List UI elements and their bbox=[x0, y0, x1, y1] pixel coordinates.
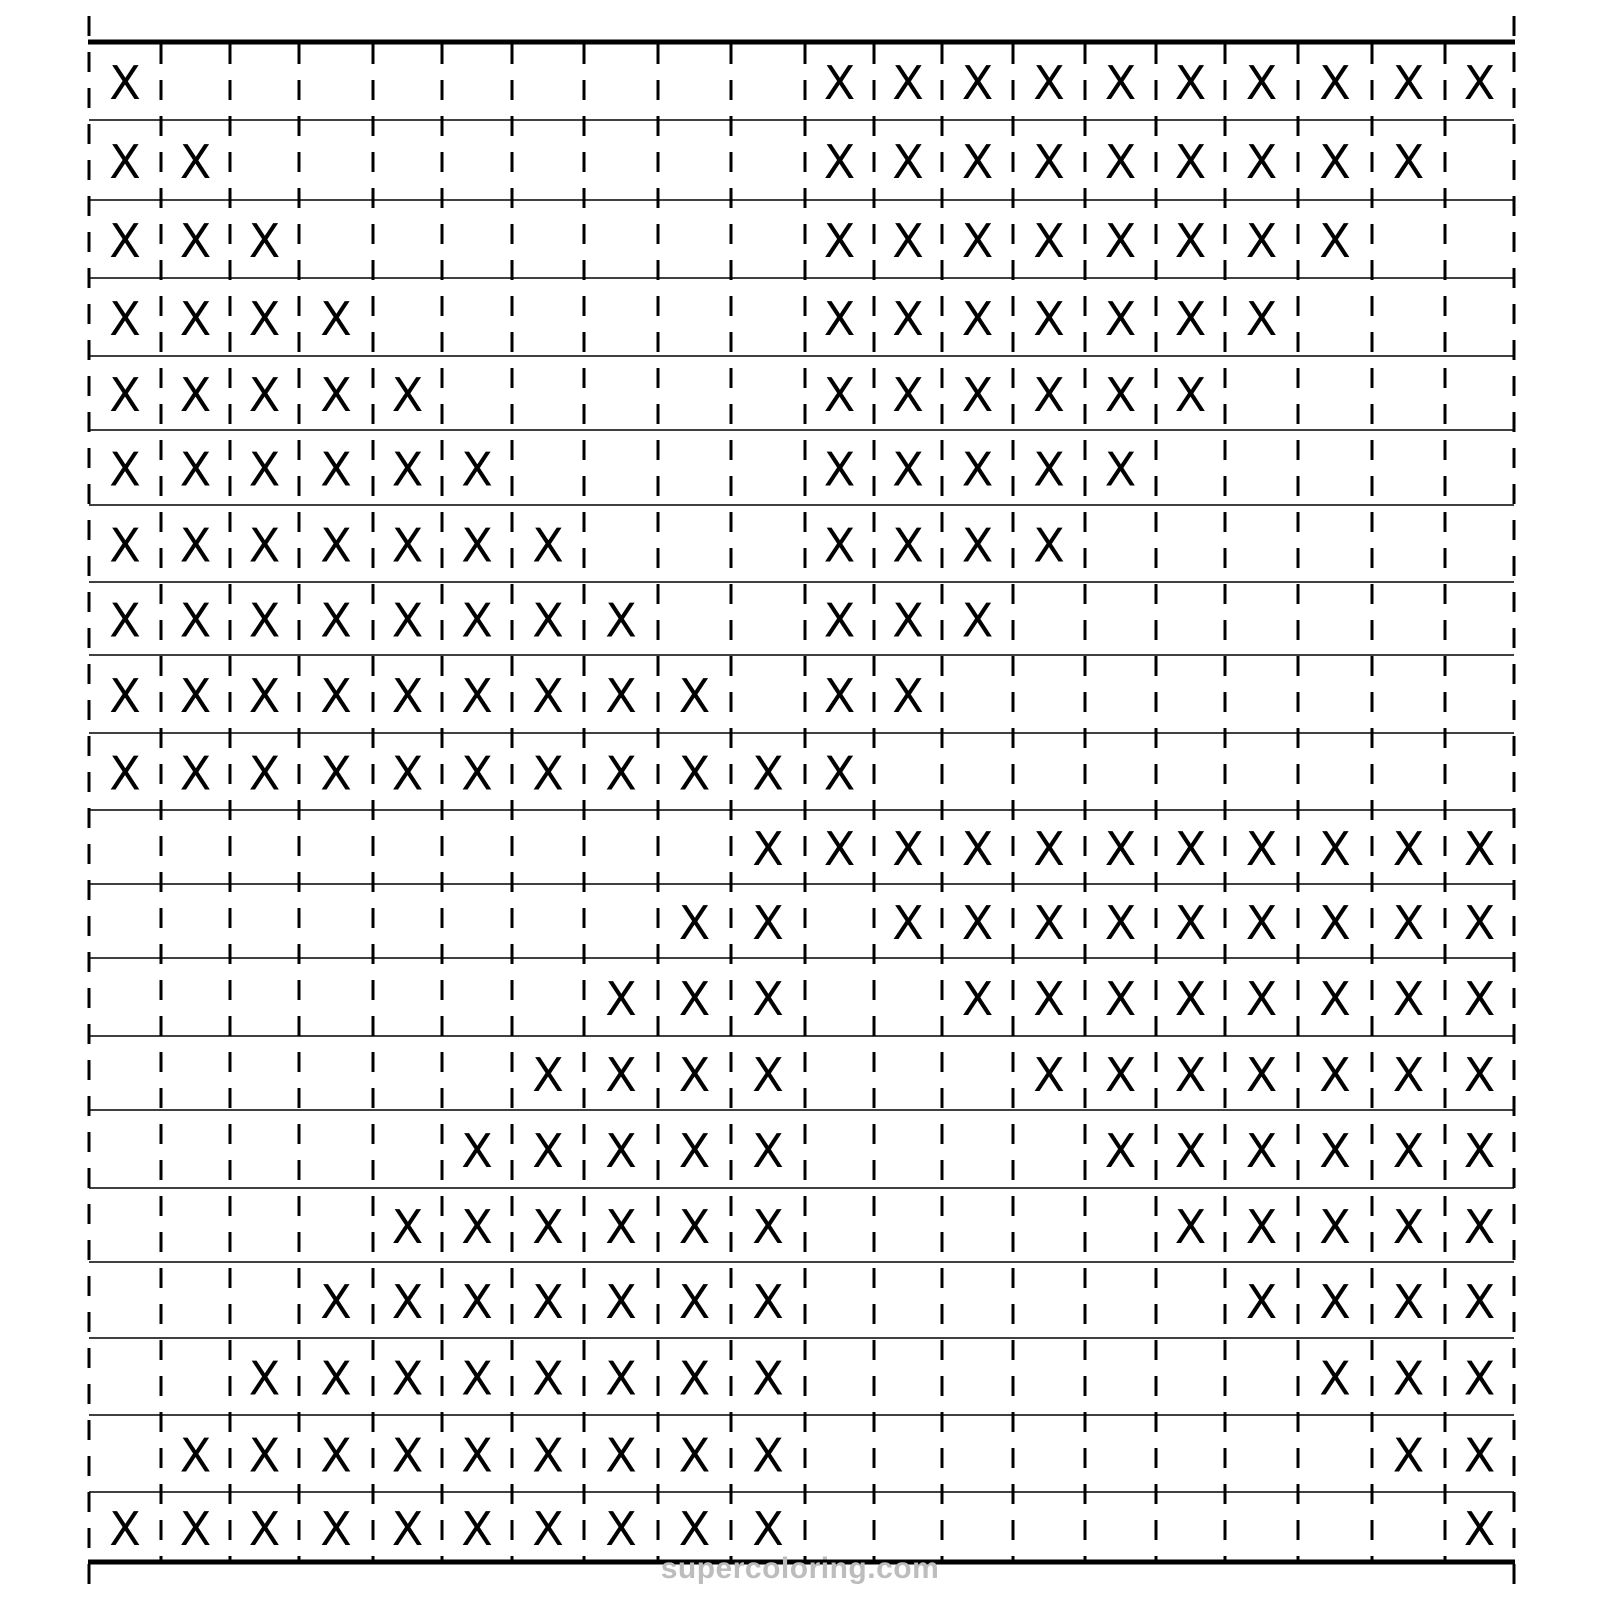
x-mark: X bbox=[1174, 292, 1207, 346]
x-mark: X bbox=[605, 1428, 637, 1483]
x-mark: X bbox=[391, 368, 424, 422]
x-mark: X bbox=[461, 1124, 493, 1178]
x-mark: X bbox=[961, 518, 994, 573]
x-mark: X bbox=[892, 593, 924, 648]
x-mark: X bbox=[179, 1428, 212, 1483]
x-mark: X bbox=[461, 1351, 493, 1406]
x-mark: X bbox=[391, 746, 424, 801]
x-mark: X bbox=[892, 518, 924, 573]
x-mark: X bbox=[109, 214, 141, 268]
x-mark: X bbox=[320, 368, 352, 422]
x-mark: X bbox=[109, 746, 141, 801]
x-mark: X bbox=[678, 1428, 711, 1483]
x-mark: X bbox=[1392, 972, 1425, 1026]
x-mark: X bbox=[109, 669, 141, 723]
x-mark: X bbox=[532, 1428, 564, 1483]
x-mark: X bbox=[1245, 214, 1278, 268]
x-mark: X bbox=[1104, 56, 1137, 110]
x-mark: X bbox=[752, 1048, 784, 1102]
x-mark: X bbox=[1174, 1048, 1207, 1102]
x-mark: X bbox=[678, 746, 711, 801]
x-mark: X bbox=[1174, 214, 1207, 268]
x-mark: X bbox=[109, 292, 141, 346]
x-mark: X bbox=[823, 746, 856, 801]
x-mark: X bbox=[678, 896, 711, 950]
x-mark: X bbox=[1463, 1428, 1496, 1483]
x-mark: X bbox=[461, 669, 493, 723]
x-mark: X bbox=[1392, 1428, 1425, 1483]
x-mark: X bbox=[1174, 56, 1207, 110]
x-mark: X bbox=[109, 1502, 141, 1556]
x-mark: X bbox=[1104, 1124, 1137, 1178]
x-mark: X bbox=[1392, 896, 1425, 950]
x-mark: X bbox=[532, 518, 564, 573]
x-mark: X bbox=[320, 442, 352, 497]
x-mark: X bbox=[109, 135, 141, 189]
x-mark: X bbox=[1033, 368, 1065, 422]
x-mark: X bbox=[823, 518, 856, 573]
x-mark: X bbox=[605, 593, 637, 648]
x-mark: X bbox=[248, 1502, 281, 1556]
x-mark: X bbox=[1319, 1200, 1351, 1254]
x-mark: X bbox=[391, 1428, 424, 1483]
x-mark: X bbox=[461, 1275, 493, 1329]
x-mark: X bbox=[391, 593, 424, 648]
x-mark: X bbox=[109, 56, 141, 110]
x-mark: X bbox=[1104, 135, 1137, 189]
x-mark: X bbox=[532, 1124, 564, 1178]
x-mark: X bbox=[1319, 56, 1351, 110]
x-mark: X bbox=[1033, 292, 1065, 346]
x-mark: X bbox=[892, 442, 924, 497]
x-mark: X bbox=[1104, 292, 1137, 346]
x-mark: X bbox=[752, 896, 784, 950]
x-mark: X bbox=[109, 368, 141, 422]
x-mark: X bbox=[892, 368, 924, 422]
x-mark: X bbox=[892, 56, 924, 110]
x-mark: X bbox=[532, 1048, 564, 1102]
x-mark: X bbox=[678, 669, 711, 723]
x-mark: X bbox=[179, 746, 212, 801]
x-mark: X bbox=[532, 1351, 564, 1406]
x-mark: X bbox=[823, 442, 856, 497]
x-mark: X bbox=[1033, 214, 1065, 268]
x-mark: X bbox=[461, 518, 493, 573]
x-mark: X bbox=[179, 1502, 212, 1556]
x-mark: X bbox=[1392, 1124, 1425, 1178]
x-mark: X bbox=[678, 1200, 711, 1254]
x-mark: X bbox=[320, 1351, 352, 1406]
x-mark: X bbox=[391, 518, 424, 573]
x-mark: X bbox=[1319, 1124, 1351, 1178]
x-mark: X bbox=[605, 746, 637, 801]
x-mark: X bbox=[892, 292, 924, 346]
x-mark: X bbox=[1174, 972, 1207, 1026]
x-mark: X bbox=[1033, 135, 1065, 189]
x-mark: X bbox=[678, 1048, 711, 1102]
x-mark: X bbox=[461, 746, 493, 801]
x-mark: X bbox=[179, 518, 212, 573]
x-mark: X bbox=[1392, 1200, 1425, 1254]
x-mark: X bbox=[1174, 1124, 1207, 1178]
x-mark: X bbox=[179, 135, 212, 189]
x-mark: X bbox=[320, 518, 352, 573]
x-mark: X bbox=[678, 1351, 711, 1406]
x-mark: X bbox=[179, 442, 212, 497]
x-mark: X bbox=[1174, 135, 1207, 189]
x-mark: X bbox=[892, 896, 924, 950]
x-mark: X bbox=[1033, 822, 1065, 876]
x-mark: X bbox=[892, 135, 924, 189]
x-mark: X bbox=[461, 1428, 493, 1483]
x-mark: X bbox=[391, 1275, 424, 1329]
x-mark: X bbox=[823, 593, 856, 648]
x-mark: X bbox=[1104, 1048, 1137, 1102]
x-mark: X bbox=[532, 1502, 564, 1556]
x-mark: X bbox=[1104, 214, 1137, 268]
x-mark: X bbox=[823, 135, 856, 189]
x-mark: X bbox=[1319, 1048, 1351, 1102]
x-mark: X bbox=[248, 746, 281, 801]
x-mark: X bbox=[1245, 1048, 1278, 1102]
x-mark: X bbox=[823, 368, 856, 422]
x-mark: X bbox=[605, 972, 637, 1026]
x-mark: X bbox=[1463, 896, 1496, 950]
x-mark: X bbox=[461, 1502, 493, 1556]
x-mark: X bbox=[823, 214, 856, 268]
x-mark: X bbox=[752, 1428, 784, 1483]
x-mark: X bbox=[605, 1275, 637, 1329]
watermark-text: supercoloring.com bbox=[660, 1552, 940, 1585]
x-mark: X bbox=[1463, 56, 1496, 110]
x-mark: X bbox=[752, 746, 784, 801]
x-mark: X bbox=[1319, 896, 1351, 950]
x-mark: X bbox=[961, 214, 994, 268]
x-mark: X bbox=[1319, 135, 1351, 189]
x-mark: X bbox=[179, 214, 212, 268]
x-mark: X bbox=[1245, 896, 1278, 950]
x-mark: X bbox=[248, 1351, 281, 1406]
x-mark: X bbox=[1463, 1275, 1496, 1329]
x-mark: X bbox=[248, 593, 281, 648]
x-mark: X bbox=[892, 822, 924, 876]
x-mark: X bbox=[678, 1124, 711, 1178]
x-mark: X bbox=[1245, 822, 1278, 876]
x-mark: X bbox=[532, 1275, 564, 1329]
x-mark: X bbox=[1392, 1048, 1425, 1102]
x-mark: X bbox=[1463, 1200, 1496, 1254]
x-mark: X bbox=[248, 1428, 281, 1483]
x-mark: X bbox=[961, 368, 994, 422]
x-mark: X bbox=[248, 518, 281, 573]
x-mark: X bbox=[1245, 1124, 1278, 1178]
x-mark: X bbox=[391, 1351, 424, 1406]
x-mark: X bbox=[1033, 56, 1065, 110]
x-mark: X bbox=[961, 896, 994, 950]
x-mark: X bbox=[1463, 1124, 1496, 1178]
x-mark: X bbox=[320, 669, 352, 723]
x-mark: X bbox=[320, 1275, 352, 1329]
x-mark: X bbox=[461, 442, 493, 497]
x-mark: X bbox=[109, 593, 141, 648]
x-mark: X bbox=[1033, 518, 1065, 573]
x-mark: X bbox=[1174, 1200, 1207, 1254]
x-mark: X bbox=[1104, 368, 1137, 422]
x-mark: X bbox=[605, 1502, 637, 1556]
x-mark: X bbox=[1392, 135, 1425, 189]
x-mark: X bbox=[1392, 822, 1425, 876]
x-mark: X bbox=[961, 135, 994, 189]
x-mark: X bbox=[1104, 972, 1137, 1026]
x-mark: X bbox=[248, 214, 281, 268]
x-mark: X bbox=[605, 669, 637, 723]
x-mark: X bbox=[1033, 896, 1065, 950]
x-mark: X bbox=[961, 593, 994, 648]
x-mark: X bbox=[605, 1048, 637, 1102]
x-mark: X bbox=[823, 292, 856, 346]
x-mark: X bbox=[1104, 442, 1137, 497]
x-mark: X bbox=[1463, 822, 1496, 876]
x-mark: X bbox=[391, 669, 424, 723]
x-mark: X bbox=[892, 214, 924, 268]
x-mark: X bbox=[320, 292, 352, 346]
x-mark: X bbox=[1245, 292, 1278, 346]
x-mark: X bbox=[678, 972, 711, 1026]
x-mark: X bbox=[1392, 56, 1425, 110]
x-mark: X bbox=[1319, 972, 1351, 1026]
x-mark: X bbox=[320, 1428, 352, 1483]
x-mark: X bbox=[1319, 1275, 1351, 1329]
x-mark: X bbox=[391, 442, 424, 497]
x-mark: X bbox=[179, 368, 212, 422]
x-mark: X bbox=[1245, 1200, 1278, 1254]
x-mark: X bbox=[605, 1124, 637, 1178]
x-mark: X bbox=[605, 1200, 637, 1254]
x-mark: X bbox=[892, 669, 924, 723]
x-mark: X bbox=[752, 822, 784, 876]
x-mark: X bbox=[1033, 1048, 1065, 1102]
x-mark: X bbox=[320, 1502, 352, 1556]
x-mark: X bbox=[1463, 1351, 1496, 1406]
x-mark: X bbox=[461, 1200, 493, 1254]
x-mark: X bbox=[1319, 214, 1351, 268]
x-mark: X bbox=[678, 1275, 711, 1329]
x-mark: X bbox=[752, 1351, 784, 1406]
x-mark: X bbox=[823, 822, 856, 876]
x-mark: X bbox=[532, 593, 564, 648]
x-mark: X bbox=[1392, 1275, 1425, 1329]
x-mark: X bbox=[1245, 1275, 1278, 1329]
x-mark: X bbox=[1245, 135, 1278, 189]
x-mark: X bbox=[1319, 1351, 1351, 1406]
x-mark: X bbox=[109, 518, 141, 573]
x-mark: X bbox=[961, 56, 994, 110]
x-mark: X bbox=[391, 1502, 424, 1556]
x-mark: X bbox=[823, 669, 856, 723]
x-mark: X bbox=[605, 1351, 637, 1406]
x-mark: X bbox=[752, 1200, 784, 1254]
x-mark: X bbox=[1463, 972, 1496, 1026]
x-mark: X bbox=[752, 1124, 784, 1178]
x-mark: X bbox=[1463, 1502, 1496, 1556]
x-mark: X bbox=[1319, 822, 1351, 876]
x-mark: X bbox=[1174, 368, 1207, 422]
x-mark: X bbox=[461, 593, 493, 648]
x-mark: X bbox=[320, 593, 352, 648]
x-mark: X bbox=[961, 442, 994, 497]
x-mark: X bbox=[532, 669, 564, 723]
x-mark: X bbox=[823, 56, 856, 110]
x-mark: X bbox=[109, 442, 141, 497]
x-mark: X bbox=[678, 1502, 711, 1556]
x-mark: X bbox=[752, 1275, 784, 1329]
x-mark: X bbox=[532, 1200, 564, 1254]
x-mark: X bbox=[248, 442, 281, 497]
x-mark: X bbox=[179, 669, 212, 723]
x-mark: X bbox=[1245, 56, 1278, 110]
x-mark: X bbox=[248, 368, 281, 422]
x-mark: X bbox=[179, 292, 212, 346]
x-mark: X bbox=[1463, 1048, 1496, 1102]
x-mark: X bbox=[1104, 822, 1137, 876]
x-mark: X bbox=[1174, 896, 1207, 950]
x-mark: X bbox=[391, 1200, 424, 1254]
x-mark: X bbox=[1104, 896, 1137, 950]
x-mark: X bbox=[961, 972, 994, 1026]
x-mark: X bbox=[248, 669, 281, 723]
x-mark: X bbox=[1033, 442, 1065, 497]
x-mark: X bbox=[1033, 972, 1065, 1026]
x-mark: X bbox=[1174, 822, 1207, 876]
x-mark: X bbox=[752, 1502, 784, 1556]
x-mark: X bbox=[1392, 1351, 1425, 1406]
x-mark: X bbox=[961, 292, 994, 346]
x-mark: X bbox=[961, 822, 994, 876]
x-mark: X bbox=[179, 593, 212, 648]
x-mark: X bbox=[248, 292, 281, 346]
x-mark: X bbox=[320, 746, 352, 801]
x-mark: X bbox=[532, 746, 564, 801]
x-mark: X bbox=[752, 972, 784, 1026]
x-mark: X bbox=[1245, 972, 1278, 1026]
